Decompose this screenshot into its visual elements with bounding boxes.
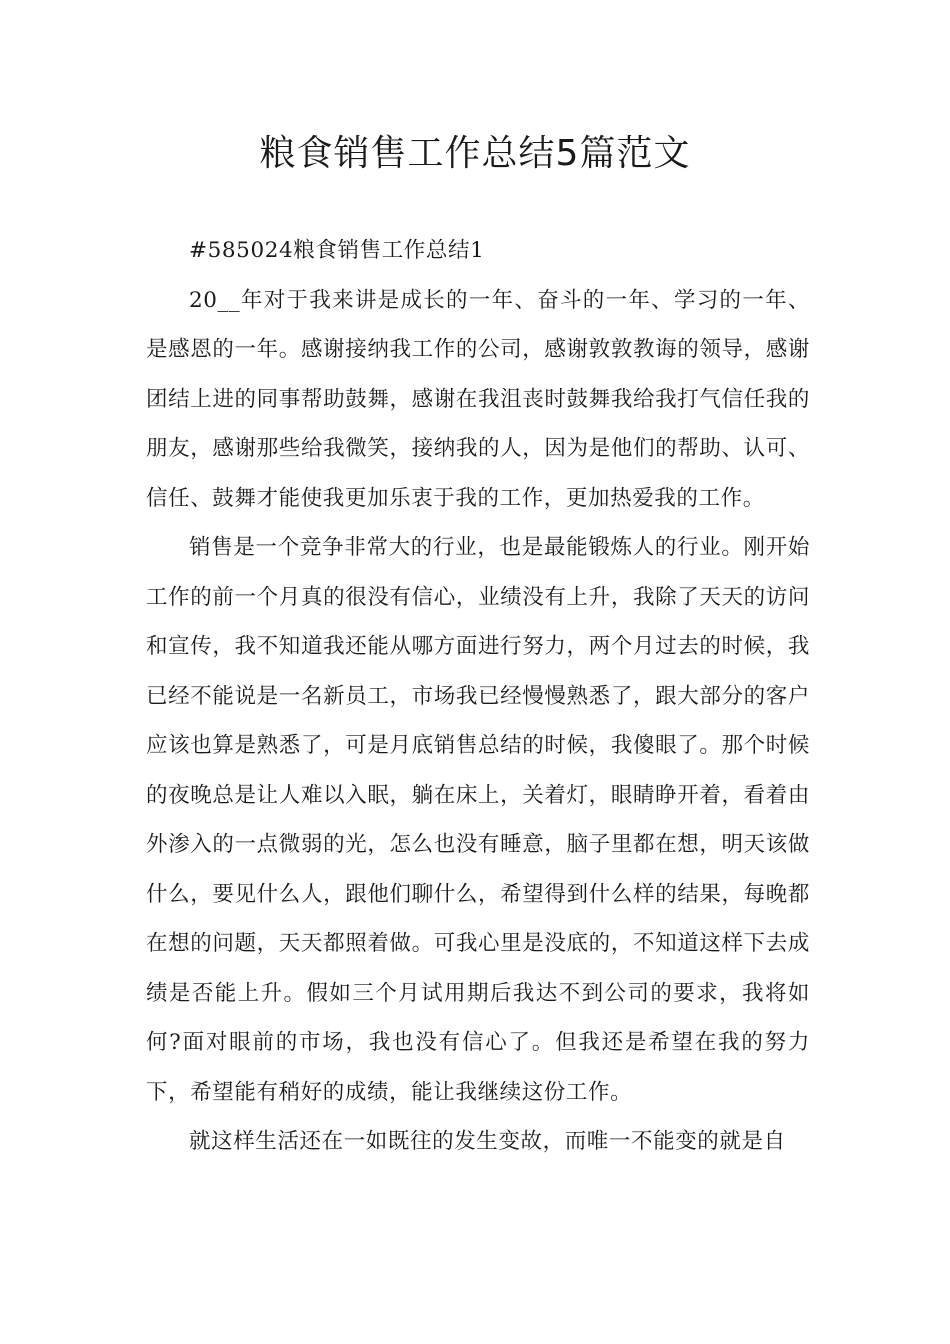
document-body xyxy=(146,226,810,1167)
paragraph: 20__年对于我来讲是成长的一年、奋斗的一年、学习的一年、是感恩的一年。感谢接纳我工作的公司，感谢敦敦教诲的领导，感谢团结上进的同事帮助鼓舞，感谢在我沮丧时鼓舞我给我打气信任我的朋友，感谢那些给我微笑，接纳我的人，因为是他们的帮助、认可、信任、鼓舞才能使我更加乐衷于我的工作，更加热爱我的工作。 xyxy=(146,287,810,511)
paragraph: 就这样生活还在一如既往的发生变故，而唯一不能变的就是自 xyxy=(189,1129,786,1154)
document-title: 粮食销售工作总结5篇范文 xyxy=(259,133,691,174)
section-heading: #585024粮食销售工作总结1 xyxy=(189,238,485,263)
paragraph: 销售是一个竞争非常大的行业，也是最能锻炼人的行业。刚开始工作的前一个月真的很没有信心，业绩没有上升，我除了天天的访问和宣传，我不知道我还能从哪方面进行努力，两个月过去的时候，我已经不能说是一名新员工，市场我已经慢慢熟悉了，跟大部分的客户应该也算是熟悉了，可是月底销售总结的时候，我傻眼了。那个时候的夜晚总是让人难以入眠，躺在床上，关着灯，眼睛睁开着，看着由外渗入的一点微弱的光，怎么也没有睡意，脑子里都在想，明天该做什么，要见什么人，跟他们聊什么，希望得到什么样的结果，每晚都在想的问题，天天都照着做。可我心里是没底的，不知道这样下去成绩是否能上升。假如三个月试用期后我达不到公司的要求，我将如何?面对眼前的市场，我也没有信心了。但我还是希望在我的努力下，希望能有稍好的成绩，能让我继续这份工作。 xyxy=(146,535,810,1105)
